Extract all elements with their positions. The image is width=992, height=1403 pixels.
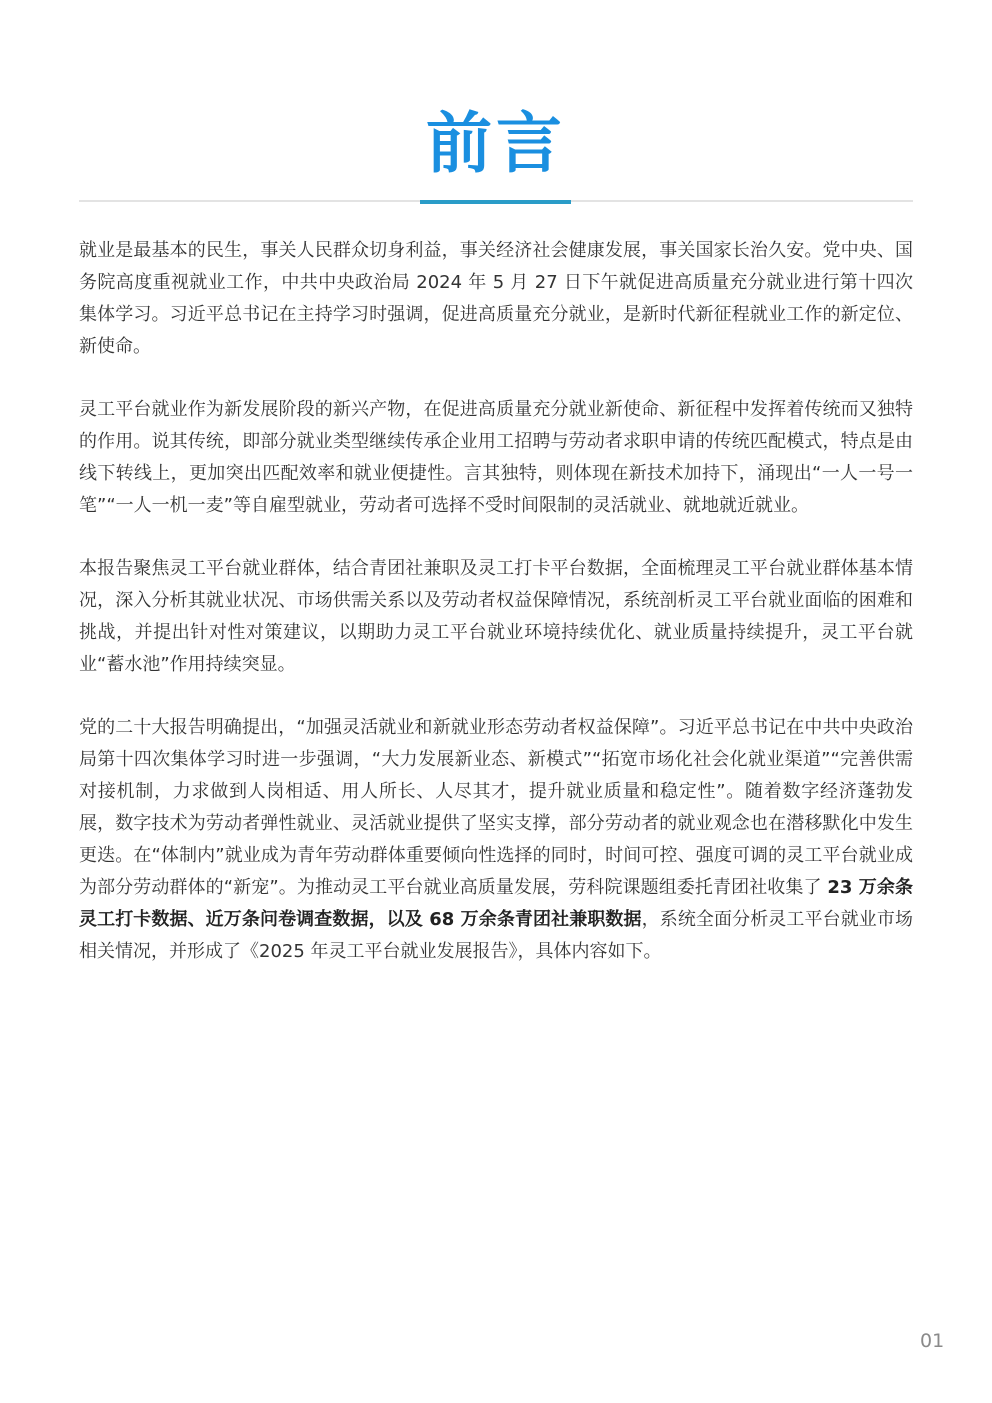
paragraph-3: 本报告聚焦灵工平台就业群体，结合青团社兼职及灵工打卡平台数据，全面梳理灵工平台就业群体基本情况，深入分析其就业状况、市场供需关系以及劳动者权益保障情况，系统剖析灵工平台就业面临的困难和挑战，并提出针对性对策建议，以期助力灵工平台就业环境持续优化、就业质量持续提升，灵工平台就业“蓄水池”作用持续突显。 xyxy=(79,558,913,675)
page-title: 前言 xyxy=(426,105,566,182)
paragraph-1: 就业是最基本的民生，事关人民群众切身利益，事关经济社会健康发展，事关国家长治久安。党中央、国务院高度重视就业工作，中共中央政治局 2024 年 5 月 27 日下午就促进高质量充分就业进行第十四次集体学习。习近平总书记在主持学习时强调，促进高质量充分就业，是新时代新征程就业工作的新定位、新使命。 xyxy=(79,240,913,357)
paragraph-4-text-end: ，系统全面分析灵工平台就业市场相关情况，并形成了《2025 年灵工平台就业发展报告》，具体内容如下。 xyxy=(79,909,913,962)
paragraph-4-highlight: 23 万余条灵工打卡数据、近万条问卷调查数据，以及 68 万余条青团社兼职数据 xyxy=(79,877,913,930)
paragraph-4-text-start: 党的二十大报告明确提出，“加强灵活就业和新就业形态劳动者权益保障”。习近平总书记在中共中央政治局第十四次集体学习时进一步强调，“大力发展新业态、新模式”“拓宽市场化社会化就业渠道”“完善供需对接机制，力求做到人岗相适、用人所长、人尽其才，提升就业质量和稳定性”。随着数字经济蓬勃发展，数字技术为劳动者弹性就业、灵活就业提供了坚实支撑，部分劳动者的就业观念也在潜移默化中发生更迭。在“体制内”就业成为青年劳动群体重要倾向性选择的同时，时间可控、强度可调的灵工平台就业成为部分劳动群体的“新宠”。为推动灵工平台就业高质量发展，劳科院课题组委托青团社收集了 xyxy=(79,717,913,898)
paragraph-4 xyxy=(79,712,913,968)
page-number: 01 xyxy=(920,1330,945,1352)
title-accent-bar xyxy=(420,200,571,204)
body-content xyxy=(79,235,913,999)
paragraph-2: 灵工平台就业作为新发展阶段的新兴产物，在促进高质量充分就业新使命、新征程中发挥着传统而又独特的作用。说其传统，即部分就业类型继续传承企业用工招聘与劳动者求职申请的传统匹配模式，特点是由线下转线上，更加突出匹配效率和就业便捷性。言其独特，则体现在新技术加持下，涌现出“一人一号一笔”“一人一机一麦”等自雇型就业，劳动者可选择不受时间限制的灵活就业、就地就近就业。 xyxy=(79,399,913,516)
